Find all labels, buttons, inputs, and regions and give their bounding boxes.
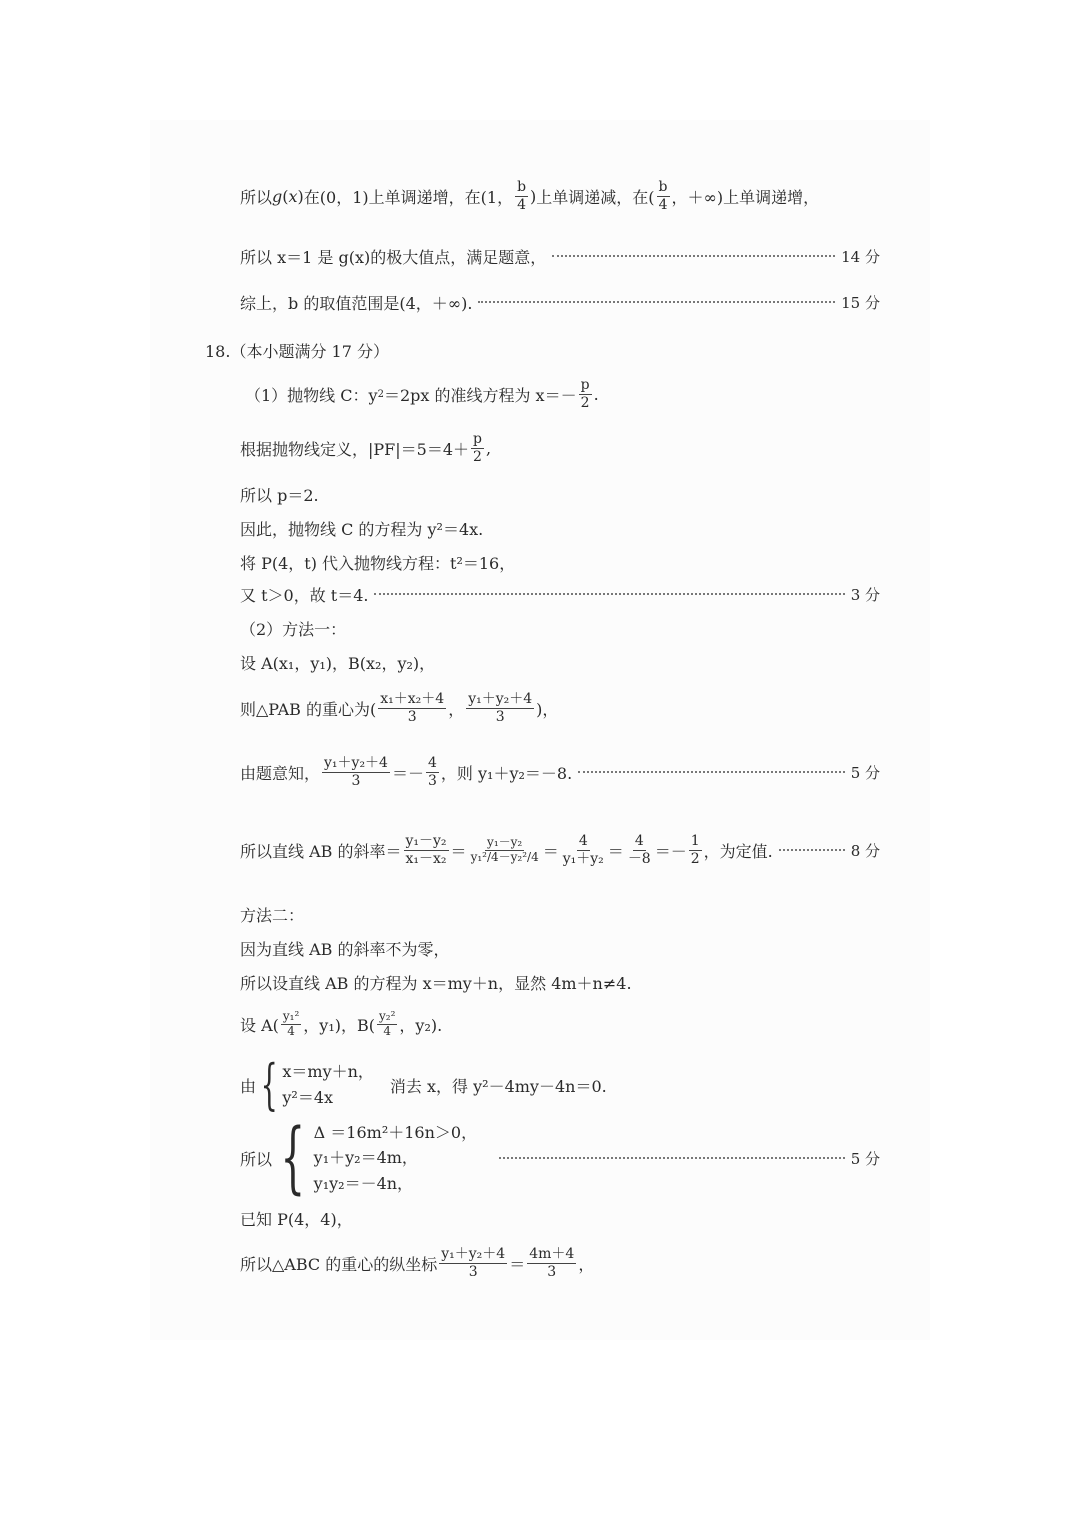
equation-system — [314, 1120, 477, 1197]
line-centroid-y — [240, 1240, 880, 1286]
brace-icon: { — [280, 1113, 306, 1203]
text: 所以 x＝1 是 g(x)的极大值点，满足题意， — [240, 247, 547, 267]
fraction: $\frac{\text{y₁＋y₂＋4}}{3}$ — [468, 691, 533, 725]
fraction: $\frac{1}{2}$ — [690, 833, 700, 867]
fraction: $\frac{p}{2}$ — [580, 377, 590, 411]
text: ，＋∞)上单调递增， — [671, 187, 820, 207]
line-set-points-2 — [240, 1004, 880, 1044]
text: 根据抛物线定义，|PF|＝5＝4＋ — [240, 439, 470, 459]
text: ＝ — [509, 1254, 526, 1274]
fraction: $\frac{b}{4}$ — [658, 179, 668, 213]
text: 方法二： — [240, 905, 305, 925]
line-set-line — [240, 962, 880, 1002]
text: 所以 — [240, 187, 273, 207]
leader-dots — [499, 1157, 845, 1159]
text: 则△PAB 的重心为( — [240, 699, 377, 719]
line-slope: 所以直线 AB 的斜率＝ $\frac{\text{y₁－y₂}}{\text{x₁－x₂}}$ ＝ $\frac{\text{y₁－y₂}}{\text{y₁²/4－y₂²/4}}$ ＝ $\frac{4}{\text{y₁＋y₂}}$ ＝ $\frac{4}{-8}$ ＝－ $\frac{1}{2}$ ，为定值. 8 分 — [240, 833, 880, 867]
equation: y₁＋y₂＝4m， — [313, 1148, 418, 1168]
line-max-point — [240, 236, 880, 276]
text: 18.（本小题满分 17 分） — [205, 341, 389, 361]
text: 已知 P(4，4)， — [240, 1209, 353, 1229]
fraction: $\frac{p}{2}$ — [473, 431, 482, 465]
score: 3 分 — [850, 585, 880, 604]
text: 将 P(4，t) 代入抛物线方程：t²＝16， — [240, 553, 516, 573]
text: 所以直线 AB 的斜率＝ — [240, 841, 402, 861]
text: )， — [536, 699, 559, 719]
text: 所以设直线 AB 的方程为 x＝my＋n，显然 4m＋n≠4. — [240, 973, 632, 993]
leader-dots — [578, 771, 845, 773]
fraction: $\frac{\text{x₁＋x₂＋4}}{3}$ — [380, 691, 445, 725]
fraction: $\frac{\text{y₁－y₂}}{\text{y₁²/4－y₂²/4}}$ — [470, 834, 539, 864]
text: 所以 p＝2. — [240, 485, 319, 505]
line-known-p — [240, 1198, 880, 1238]
text: 设 A(x₁，y₁)，B(x₂，y₂)， — [240, 653, 436, 673]
text: ， — [578, 1254, 595, 1274]
text: ，为定值. — [703, 841, 773, 861]
fraction: $\frac{\text{y₁＋y₂＋4}}{3}$ — [441, 1246, 506, 1280]
leader-dots — [779, 849, 845, 851]
leader-dots — [374, 593, 844, 595]
equation-system — [282, 1059, 374, 1110]
text: 在(0，1)上单调递增，在(1， — [303, 187, 514, 207]
equation: y₁y₂＝－4n， — [313, 1173, 414, 1193]
text: 上单调递减，在( — [536, 187, 655, 207]
fraction: $\frac{\text{y₂²}}{4}$ — [379, 1008, 396, 1038]
text: ＝2px 的准线方程为 x＝－ — [383, 385, 577, 405]
fraction: $\frac{4}{\text{y₁＋y₂}}$ — [562, 833, 604, 867]
fraction: $\frac{\text{y₁＋y₂＋4}}{3}$ — [324, 755, 388, 789]
score: 14 分 — [841, 247, 880, 266]
text: 所以△ABC 的重心的纵坐标 — [240, 1254, 438, 1274]
text: ＝－ — [391, 763, 424, 783]
fraction: $\frac{4m+4}{3}$ — [529, 1246, 575, 1280]
fraction: $\frac{\text{y₁－y₂}}{\text{x₁－x₂}}$ — [405, 833, 447, 867]
text: 又 t＞0，故 t＝4. — [240, 585, 369, 605]
line-definition: 根据抛物线定义，|PF|＝5＝4＋ $\frac{p}{2}$ , — [240, 431, 492, 465]
equation: y²＝4x — [282, 1088, 334, 1107]
leader-dots — [552, 255, 835, 257]
brace-icon: { — [260, 1053, 278, 1116]
fraction: $\frac{\text{y₁²}}{4}$ — [282, 1008, 300, 1038]
line-directrix: （1）抛物线 C：y 2 ＝2px 的准线方程为 x＝－ $\frac{p}{2}$ . — [245, 377, 599, 411]
line-centroid: 则△PAB 的重心为( $\frac{\text{x₁＋x₂＋4}}{3}$ ， $\frac{\text{y₁＋y₂＋4}}{3}$ )， — [240, 691, 559, 725]
line-range — [240, 282, 880, 322]
line-vieta — [240, 1113, 880, 1203]
text: ，则 y₁＋y₂＝－8. — [440, 763, 573, 783]
fraction: $\frac{b}{4}$ — [517, 179, 527, 213]
text: 因此，抛物线 C 的方程为 y²＝4x. — [240, 519, 484, 539]
text: 由题意知， — [240, 763, 321, 783]
text: 由 — [240, 1076, 257, 1096]
text: ，y₂). — [399, 1015, 443, 1035]
text: 消去 x，得 y²－4my－4n＝0. — [389, 1076, 607, 1096]
line-set-points — [240, 642, 880, 682]
leader-dots — [478, 301, 835, 303]
text: （2）方法一： — [240, 619, 347, 639]
score: 5 分 — [850, 1149, 880, 1168]
line-system — [240, 1053, 880, 1116]
equation: Δ ＝16m²＋16n＞0， — [313, 1122, 478, 1142]
text: 所以 — [240, 1149, 273, 1169]
equation: x＝my＋n， — [282, 1062, 374, 1082]
text: 设 A( — [240, 1015, 279, 1035]
question-18-title — [205, 330, 880, 370]
line-condition — [240, 752, 880, 792]
score: 5 分 — [850, 763, 880, 782]
text: ，y₁)，B( — [303, 1015, 375, 1035]
text: 因为直线 AB 的斜率不为零， — [240, 939, 450, 959]
fraction: $\frac{4}{-8}$ — [627, 833, 651, 867]
text: 综上，b 的取值范围是(4，＋∞). — [240, 293, 473, 313]
score: 8 分 — [850, 841, 880, 860]
fraction: $\frac{4}{3}$ — [427, 755, 437, 789]
line-monotonic: 所以 g ( x ) 在(0，1)上单调递增，在(1， $\frac{b}{4}$ ) 上单调递减，在( $\frac{b}{4}$ ，＋∞)上单调递增， — [240, 179, 820, 213]
score: 15 分 — [841, 293, 880, 312]
text: （1）抛物线 C：y — [245, 385, 378, 405]
